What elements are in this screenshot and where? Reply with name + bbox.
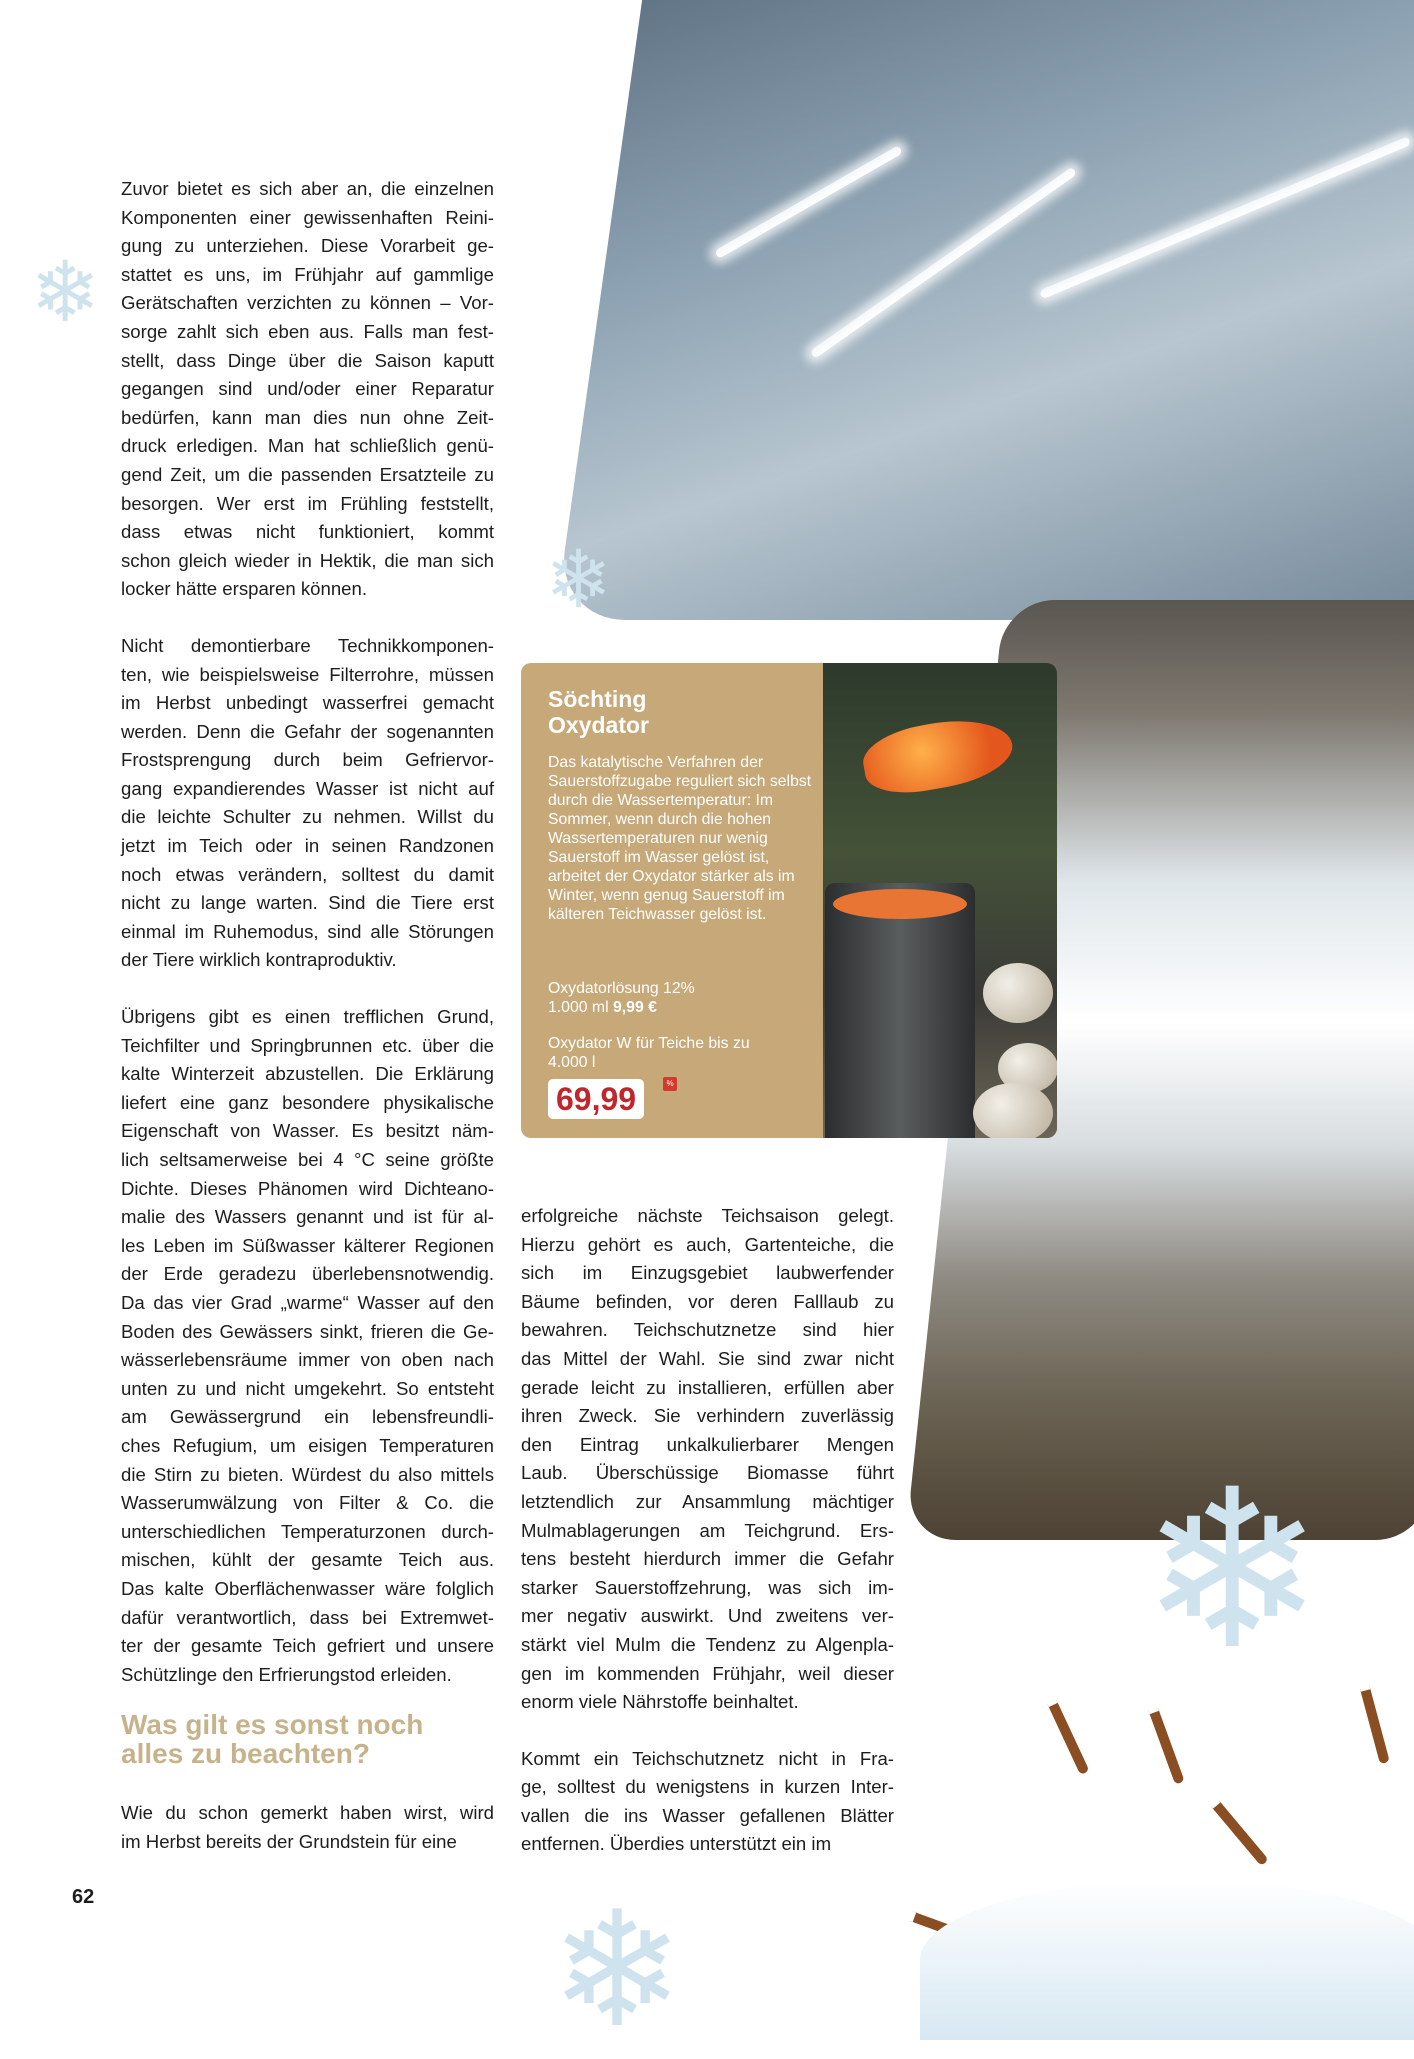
text-line: liefert eine ganz besondere physikalische bbox=[121, 1091, 494, 1113]
snowflake-icon: ❄ bbox=[1140, 1447, 1325, 1693]
text-line: wässerlebensräume immer von oben nach bbox=[121, 1349, 494, 1371]
text-line: sorge zahlt sich eben aus. Falls man fest- bbox=[121, 320, 494, 342]
text-line: dafür verantwortlich, dass bei Extremwet- bbox=[121, 1606, 494, 1628]
snowflake-icon: ❄ bbox=[30, 245, 101, 339]
text-line: Teichfilter und Springbrunnen etc. über die bbox=[121, 1034, 494, 1056]
text-line: ten, wie beispielsweise Filterrohre, müssen bbox=[121, 663, 494, 685]
text-line: malie des Wassers genannt und ist für al- bbox=[121, 1206, 494, 1228]
text-line: Boden des Gewässers sinkt, frieren die Ge- bbox=[121, 1320, 494, 1342]
discount-badge: % bbox=[663, 1077, 677, 1091]
text-line: einmal im Ruhemodus, sind alle Störungen bbox=[121, 920, 494, 942]
text-line: Frostsprengung durch beim Gefriervor- bbox=[121, 749, 494, 771]
text-line: Bäume befinden, vor deren Falllaub zu bbox=[521, 1290, 894, 1312]
text-line: gang expandierendes Wasser ist nicht auf bbox=[121, 777, 494, 799]
text-line: der Tiere wirklich kontraproduktiv. bbox=[121, 949, 397, 971]
text-line: starker Sauerstoffzehrung, was sich im- bbox=[521, 1576, 894, 1598]
text-line: Das kalte Oberflächenwasser wäre folglich bbox=[121, 1577, 494, 1599]
text-line: Komponenten einer gewissenhaften Reini- bbox=[121, 206, 494, 228]
section-heading bbox=[121, 1710, 423, 1768]
text-line: ihren Zweck. Sie verhindern zuverlässig bbox=[521, 1405, 894, 1427]
product-photo bbox=[823, 663, 1057, 1138]
text-line: unterschiedlichen Temperaturzonen durch- bbox=[121, 1520, 494, 1542]
text-line: stattet es uns, im Frühjahr auf gammlige bbox=[121, 263, 494, 285]
text-line: schon gleich wieder in Hektik, die man sich bbox=[121, 549, 494, 571]
text-line: mer negativ auswirkt. Und zweitens ver- bbox=[521, 1605, 894, 1627]
text-line: im Herbst unbedingt wasserfrei gemacht bbox=[121, 692, 494, 714]
text-line: der Erde geradezu überlebensnotwendig. bbox=[121, 1263, 494, 1285]
text-line: Eigenschaft von Wasser. Es besitzt näm- bbox=[121, 1120, 494, 1142]
text-line: Nicht demontierbare Technikkomponen- bbox=[121, 634, 494, 656]
text-line: tens besteht hierdurch immer die Gefahr bbox=[521, 1548, 894, 1570]
product-description: Das katalytische Verfahren der Sauerstoffzugabe reguliert sich selbst durch die Wassertemperatur: Im Sommer, wenn durch die hohen Wassertemperaturen nur wenig Sauerstoff im Wasser gelöst ist, arbeitet der Oxydator stärker als im Winter, wenn genug Sauerstoff im kälteren Teichwasser gelöst ist. bbox=[548, 754, 812, 923]
product-title bbox=[548, 686, 649, 738]
price-tag: 69,99 bbox=[548, 1079, 644, 1119]
text-line: die leichte Schulter zu nehmen. Willst du bbox=[121, 806, 494, 828]
text-line: entfernen. Überdies unterstützt ein im bbox=[521, 1833, 832, 1855]
text-line: Laub. Überschüssige Biomasse führt bbox=[521, 1462, 894, 1484]
frosted-twigs-photo bbox=[555, 0, 1414, 620]
heading-line: alles zu beachten? bbox=[121, 1738, 370, 1769]
text-line: bewahren. Teichschutznetze sind hier bbox=[521, 1319, 894, 1341]
text-line: letztendlich zur Ansammlung mächtiger bbox=[521, 1490, 894, 1512]
text-line: locker hätte ersparen können. bbox=[121, 578, 368, 600]
heading-line: Was gilt es sonst noch bbox=[121, 1709, 424, 1740]
paragraph bbox=[521, 1745, 894, 1859]
option-price: 9,99 € bbox=[612, 999, 657, 1016]
text-line: Übrigens gibt es einen trefflichen Grund, bbox=[121, 1006, 494, 1028]
text-line: noch etwas verändern, solltest du damit bbox=[121, 863, 494, 885]
middle-text-column bbox=[521, 1202, 894, 1887]
text-line: Da das vier Grad „warme“ Wasser auf den bbox=[121, 1291, 494, 1313]
text-line: mischen, kühlt der gesamte Teich aus. bbox=[121, 1549, 494, 1571]
text-line: besorgen. Wer erst im Frühling feststellt, bbox=[121, 492, 494, 514]
text-line: nicht zu lange warten. Sind die Tiere erst bbox=[121, 892, 494, 914]
text-line: Dichte. Dieses Phänomen wird Dichteano- bbox=[121, 1177, 494, 1199]
text-line: das Mittel der Wahl. Sie sind zwar nicht bbox=[521, 1347, 894, 1369]
text-line: gend Zeit, um die passenden Ersatzteile zu bbox=[121, 463, 494, 485]
text-line: unten zu und nicht umgekehrt. So entsteht bbox=[121, 1377, 494, 1399]
product-title-line: Söchting bbox=[548, 686, 647, 712]
product-box bbox=[521, 663, 1057, 1138]
left-text-column bbox=[121, 175, 494, 1717]
text-line: lich seltsamerweise bei 4 °C seine größte bbox=[121, 1149, 494, 1170]
text-line: stärkt viel Mulm die Tendenz zu Algenpla- bbox=[521, 1633, 894, 1655]
text-line: enorm viele Nährstoffe beinhaltet. bbox=[521, 1691, 799, 1713]
paragraph bbox=[521, 1202, 894, 1717]
snowflake-icon: ❄ bbox=[545, 535, 613, 624]
text-line: Schützlinge den Erfrierungstod erleiden. bbox=[121, 1663, 452, 1685]
option-name: Oxydatorlösung 12% bbox=[548, 980, 695, 997]
paragraph bbox=[121, 1799, 494, 1856]
text-line: sich im Einzugsgebiet laubwerfender bbox=[521, 1262, 894, 1284]
text-line: ches Refugium, um eisigen Temperaturen bbox=[121, 1434, 494, 1456]
text-line: Mulmablagerungen am Teichgrund. Ers- bbox=[521, 1519, 894, 1541]
product-option-1 bbox=[548, 979, 813, 1017]
text-line: am Gewässergrund ein lebensfreundli- bbox=[121, 1406, 494, 1428]
text-line: den Eintrag unkalkulierbarer Mengen bbox=[521, 1433, 894, 1455]
left-text-column-continued bbox=[121, 1799, 494, 1884]
text-line: ter der gesamte Teich gefriert und unsere bbox=[121, 1635, 494, 1657]
text-line: stellt, dass Dinge über die Saison kaputt bbox=[121, 349, 494, 371]
text-line: kalte Winterzeit abzustellen. Die Erklärung bbox=[121, 1063, 494, 1085]
text-line: Wasserumwälzung von Filter & Co. die bbox=[121, 1492, 494, 1514]
text-line: bedürfen, kann man dies nun ohne Zeit- bbox=[121, 406, 494, 428]
text-line: Wie du schon gemerkt haben wirst, wird bbox=[121, 1802, 494, 1823]
page-number: 62 bbox=[72, 1886, 95, 1908]
paragraph bbox=[121, 1003, 494, 1689]
text-line: les Leben im Süßwasser kälterer Regionen bbox=[121, 1234, 494, 1256]
goldfish bbox=[858, 710, 1017, 800]
text-line: Kommt ein Teichschutznetz nicht in Fra- bbox=[521, 1747, 894, 1769]
paragraph bbox=[121, 175, 494, 604]
snowflake-icon: ❄ bbox=[550, 1880, 685, 2059]
option-size: 1.000 ml bbox=[548, 999, 609, 1016]
text-line: die Stirn zu bieten. Würdest du also mittels bbox=[121, 1463, 494, 1485]
text-line: erfolgreiche nächste Teichsaison gelegt. bbox=[521, 1205, 894, 1226]
paragraph bbox=[121, 632, 494, 975]
product-option-2: Oxydator W für Teiche bis zu 4.000 l bbox=[548, 1035, 750, 1071]
text-line: Gerätschaften verzichten zu können – Vor- bbox=[121, 292, 494, 314]
text-line: druck erledigen. Man hat schließlich genü- bbox=[121, 435, 494, 457]
text-line: gung zu unterziehen. Diese Vorarbeit ge- bbox=[121, 235, 494, 257]
text-line: werden. Denn die Gefahr der sogenannten bbox=[121, 720, 494, 742]
text-line: Zuvor bietet es sich aber an, die einzelnen bbox=[121, 178, 494, 199]
text-line: dass etwas nicht funktioniert, kommt bbox=[121, 521, 494, 543]
text-line: gen im kommenden Frühjahr, weil dieser bbox=[521, 1662, 894, 1684]
text-line: Hierzu gehört es auch, Gartenteiche, die bbox=[521, 1233, 894, 1255]
text-line: gerade leicht zu installieren, erfüllen aber bbox=[521, 1376, 894, 1398]
oxydator-device bbox=[825, 883, 975, 1138]
text-line: im Herbst bereits der Grundstein für eine bbox=[121, 1830, 457, 1852]
text-line: vallen die ins Wasser gefallenen Blätter bbox=[521, 1804, 894, 1826]
text-line: jetzt im Teich oder in seinen Randzonen bbox=[121, 835, 494, 857]
text-line: ge, solltest du wenigstens in kurzen Inter- bbox=[521, 1776, 894, 1798]
product-title-line: Oxydator bbox=[548, 712, 649, 738]
text-line: gegangen sind und/oder einer Reparatur bbox=[121, 378, 494, 400]
